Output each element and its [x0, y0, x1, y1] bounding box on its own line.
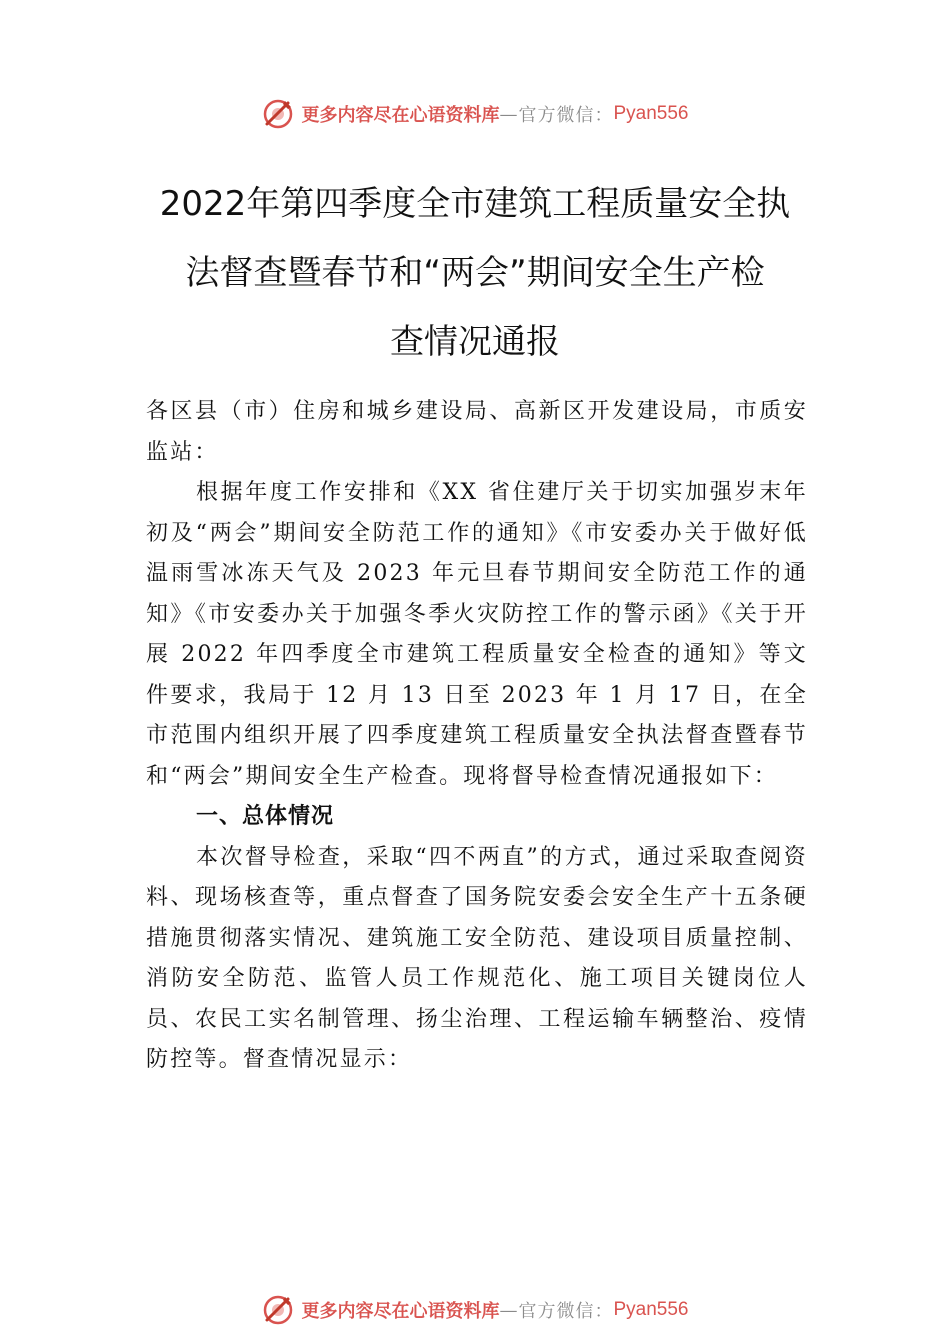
document-body [146, 392, 808, 1081]
title-line-3: 查情况通报 [390, 322, 560, 362]
watermark-label: 官方微信： [518, 105, 614, 126]
watermark-dash: — [499, 103, 519, 125]
watermark-id: Pyan556 [613, 1299, 689, 1320]
watermark-id: Pyan556 [613, 103, 689, 124]
header-watermark [0, 94, 950, 134]
section-heading-1: 一、总体情况 [196, 804, 335, 829]
watermark-dash: — [499, 1299, 519, 1321]
document-title [120, 170, 830, 377]
title-line-1: 2022年第四季度全市建筑工程质量安全执 [159, 184, 791, 224]
footer-watermark [0, 1290, 950, 1330]
title-line-2: 法督查暨春节和“两会”期间安全生产检 [185, 253, 765, 293]
brand-logo-icon [261, 1293, 295, 1327]
paragraph-1: 根据年度工作安排和《XX 省住建厅关于切实加强岁末年初及“两会”期间安全防范工作的通知》《市安委办关于做好低温雨雪冰冻天气及 2023 年元旦春节期间安全防范工作的通知》《市安委办关于加强冬季火灾防控工作的警示函》《关于开展 2022 年四季度全市建筑工程质量安全检查的通知》等文件要求，我局于 12 月 13 日至 2023 年 1 月 17 日，在全市范围内组织开展了四季度建筑工程质量安全执法督查暨春节和“两会”期间安全生产检查。现将督导检查情况通报如下： [146, 480, 808, 789]
brand-logo-icon [261, 97, 295, 131]
paragraph-2: 本次督导检查，采取“四不两直”的方式，通过采取查阅资料、现场核查等，重点督查了国务院安委会安全生产十五条硬措施贯彻落实情况、建筑施工安全防范、建设项目质量控制、消防安全防范、监管人员工作规范化、施工项目关键岗位人员、农民工实名制管理、扬尘治理、工程运输车辆整治、疫情防控等。督查情况显示： [146, 844, 808, 1072]
watermark-label: 官方微信： [518, 1301, 614, 1322]
salutation: 各区县（市）住房和城乡建设局、高新区开发建设局，市质安监站： [146, 399, 808, 465]
watermark-brand: 更多内容尽在心语资料库 [301, 105, 500, 126]
watermark-brand: 更多内容尽在心语资料库 [301, 1301, 500, 1322]
